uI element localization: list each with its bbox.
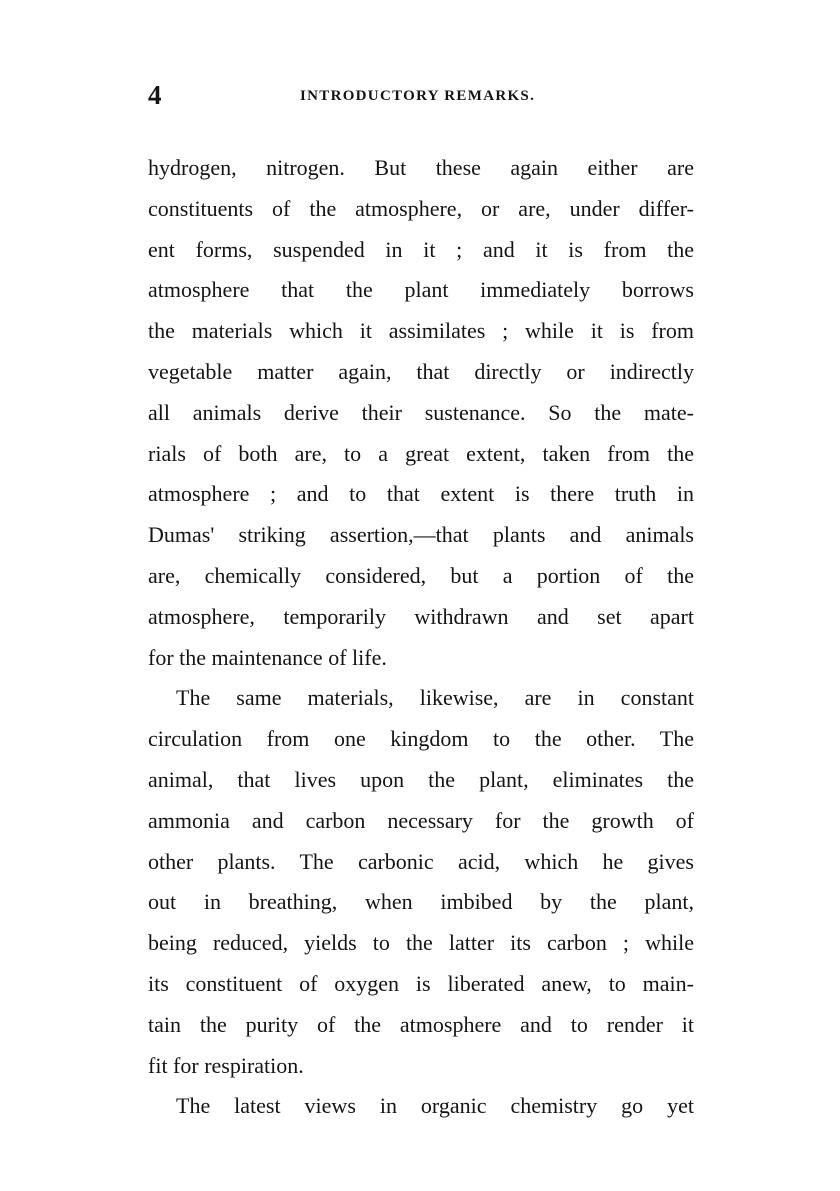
page-header xyxy=(148,80,694,110)
text-line: The latest views in organic chemistry go yet xyxy=(176,1093,694,1119)
running-head: INTRODUCTORY REMARKS. xyxy=(300,88,536,104)
text-line: animal, that lives upon the plant, eliminates the xyxy=(148,766,694,792)
text-line: atmosphere ; and to that extent is there truth in xyxy=(148,481,694,507)
text-line: out in breathing, when imbibed by the plant, xyxy=(148,889,694,915)
text-line: constituents of the atmosphere, or are, under differ- xyxy=(148,195,694,221)
text-line: tain the purity of the atmosphere and to render it xyxy=(148,1011,694,1037)
text-line: vegetable matter again, that directly or indirectly xyxy=(148,358,694,384)
text-line: the materials which it assimilates ; while it is from xyxy=(148,318,694,344)
text-line: hydrogen, nitrogen. But these again either are xyxy=(148,155,694,180)
text-line: fit for respiration. xyxy=(148,1052,304,1078)
paragraph-1 xyxy=(148,148,694,678)
body-text xyxy=(148,148,694,1127)
text-line: ent forms, suspended in it ; and it is from the xyxy=(148,236,694,262)
text-line: atmosphere that the plant immediately borrows xyxy=(148,277,694,303)
text-line: circulation from one kingdom to the other. The xyxy=(148,726,694,752)
text-line: rials of both are, to a great extent, taken from the xyxy=(148,440,694,466)
text-line: ammonia and carbon necessary for the growth of xyxy=(148,807,694,833)
text-line: atmosphere, temporarily withdrawn and set apart xyxy=(148,603,694,629)
text-line: its constituent of oxygen is liberated anew, to main- xyxy=(148,970,694,996)
page-number: 4 xyxy=(148,80,162,110)
paragraph-2 xyxy=(148,678,694,1086)
text-line: other plants. The carbonic acid, which he gives xyxy=(148,848,694,874)
text-line: for the maintenance of life. xyxy=(148,644,387,670)
text-line: The same materials, likewise, are in constant xyxy=(176,685,694,711)
text-line: all animals derive their sustenance. So the mate- xyxy=(148,399,694,425)
paragraph-3 xyxy=(148,1086,694,1127)
text-line: are, chemically considered, but a portion of the xyxy=(148,562,694,588)
text-line: being reduced, yields to the latter its carbon ; while xyxy=(148,930,694,956)
text-line: Dumas' striking assertion,—that plants and animals xyxy=(148,522,694,548)
